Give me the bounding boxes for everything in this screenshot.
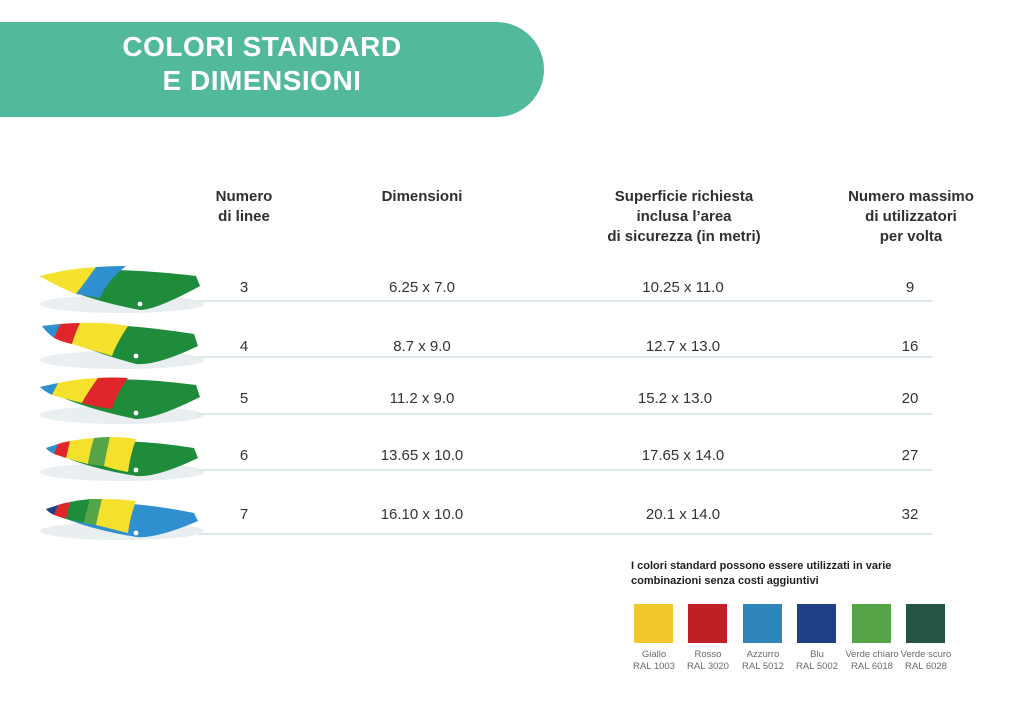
trampoline-5-lines-image: [36, 373, 206, 425]
row-4-area: 17.65 x 14.0: [641, 447, 725, 464]
header-users-3: per volta: [879, 228, 943, 245]
row-3-dimensions: 11.2 x 9.0: [389, 390, 455, 407]
swatch-ral-azzurro: RAL 5012: [742, 661, 784, 672]
swatch-ral-verde-chiaro: RAL 6018: [851, 661, 893, 672]
row-3-users: 20: [901, 390, 919, 407]
swatch-blu: [797, 604, 836, 643]
header-dims-1: Dimensioni: [381, 188, 463, 205]
row-2-users: 16: [901, 338, 919, 355]
row-2-area: 12.7 x 13.0: [645, 338, 721, 355]
trampoline-6-lines-image: [36, 430, 206, 482]
swatch-label-verde-scuro: [898, 649, 954, 673]
header-lines-2: di linee: [218, 208, 270, 225]
swatch-label-verde-chiaro: [844, 649, 900, 673]
row-2-lines: 4: [239, 338, 249, 355]
swatch-rosso: [688, 604, 727, 643]
row-1-divider: [198, 300, 932, 302]
row-4-divider: [198, 469, 932, 471]
header-lines-1: Numero: [215, 188, 273, 205]
row-4-dimensions: 13.65 x 10.0: [380, 447, 464, 464]
row-3-lines: 5: [239, 390, 249, 407]
swatch-ral-rosso: RAL 3020: [687, 661, 729, 672]
trampoline-4-lines-image: [36, 318, 206, 370]
row-3-area: 15.2 x 13.0: [637, 390, 713, 407]
row-2-divider: [198, 356, 932, 358]
swatch-label-azzurro: [735, 649, 791, 673]
row-4-users: 27: [901, 447, 919, 464]
note-line-1: I colori standard possono essere utilizzati in varie: [631, 560, 892, 572]
swatch-giallo: [634, 604, 673, 643]
swatch-name-giallo: Giallo: [641, 649, 667, 660]
swatch-ral-giallo: RAL 1003: [633, 661, 675, 672]
swatch-name-azzurro: Azzurro: [746, 649, 780, 660]
swatch-name-verde-chiaro: Verde chiaro: [845, 649, 899, 660]
note-line-2: combinazioni senza costi aggiuntivi: [631, 575, 819, 587]
row-1-area: 10.25 x 11.0: [642, 279, 724, 296]
row-1-dimensions: 6.25 x 7.0: [389, 279, 455, 296]
swatch-label-rosso: [680, 649, 736, 673]
header-users-2: di utilizzatori: [865, 208, 957, 225]
header-users-1: Numero massimo: [848, 188, 974, 205]
title-line-1: COLORI STANDARD: [122, 31, 402, 62]
swatch-azzurro: [743, 604, 782, 643]
row-5-users: 32: [901, 506, 919, 523]
header-area-2: inclusa l’area: [636, 208, 732, 225]
swatch-ral-blu: RAL 5002: [796, 661, 838, 672]
header-lines: [196, 187, 292, 227]
trampoline-3-lines-image: [36, 262, 206, 314]
header-area-3: di sicurezza (in metri): [607, 228, 761, 245]
row-5-dimensions: 16.10 x 10.0: [380, 506, 464, 523]
header-area-1: Superficie richiesta: [614, 188, 754, 205]
row-5-area: 20.1 x 14.0: [645, 506, 721, 523]
row-1-lines: 3: [239, 279, 249, 296]
header-users: [836, 187, 986, 247]
header-dimensions: [362, 187, 482, 207]
row-5-divider: [198, 533, 932, 535]
swatch-verde-scuro: [906, 604, 945, 643]
swatch-name-blu: Blu: [810, 649, 824, 660]
swatch-label-blu: [789, 649, 845, 673]
row-4-lines: 6: [239, 447, 249, 464]
swatch-name-rosso: Rosso: [694, 649, 722, 660]
row-3-divider: [198, 413, 932, 415]
swatch-verde-chiaro: [852, 604, 891, 643]
row-5-lines: 7: [239, 506, 249, 523]
swatch-ral-verde-scuro: RAL 6028: [905, 661, 947, 672]
page-title: [92, 30, 432, 98]
header-area: [585, 187, 783, 247]
row-1-users: 9: [905, 279, 915, 296]
colors-note: [631, 559, 921, 589]
trampoline-7-lines-image: [36, 489, 206, 541]
swatch-name-verde-scuro: Verde scuro: [900, 649, 952, 660]
title-line-2: E DIMENSIONI: [162, 65, 362, 96]
swatch-label-giallo: [626, 649, 682, 673]
row-2-dimensions: 8.7 x 9.0: [393, 338, 451, 355]
